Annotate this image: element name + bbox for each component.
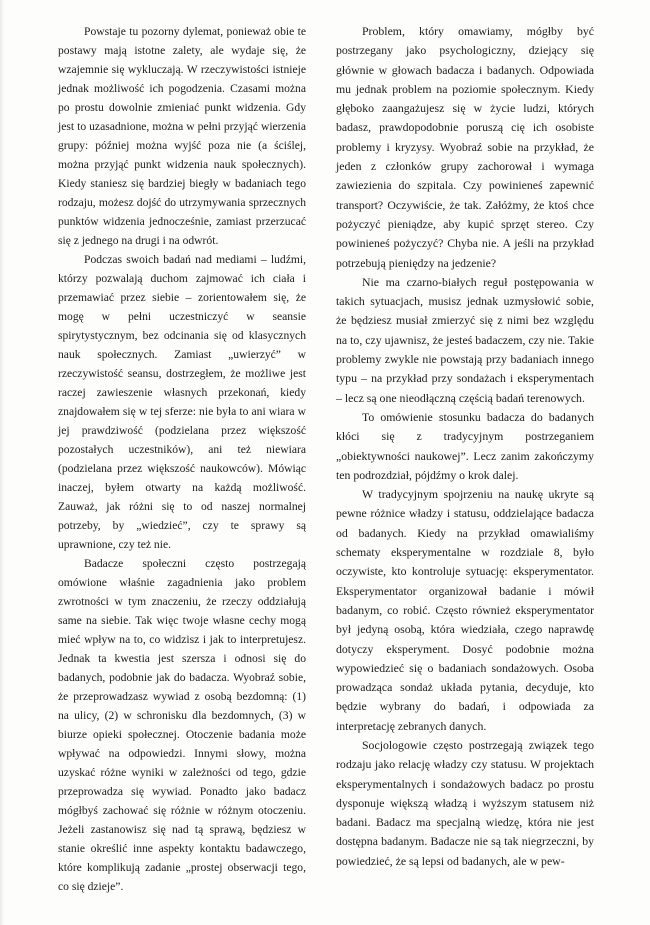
paragraph: Powstaje tu pozorny dylemat, ponieważ obie te postawy mają istotne zalety, ale wydaje się, że wzajemnie się wykluczają. W rzeczywistości istnieje jednak możliwość ich pogodzenia. Czasami można po prostu dowolnie zmieniać punkt widzenia. Gdy jest to uzasadnione, można w pełni przyjąć wierzenia grupy: później można wyjść poza nie (a ściślej, można przyjąć punkt widzenia nauk społecznych). Kiedy staniesz się bardziej biegły w badaniach tego rodzaju, możesz dojść do utrzymywania sprzecznych punktów widzenia jednocześnie, zamiast przerzucać się z jednego na drugi i na odwrót. <box>58 25 306 247</box>
left-column <box>58 22 306 896</box>
paragraph: W tradycyjnym spojrzeniu na naukę ukryte są pewne różnice władzy i statusu, oddzielające badacza od badanych. Kiedy na przykład omawialiśmy schematy eksperymentalne w rozdziale 8, było oczywiste, kto kontroluje sytuację: eksperymentator. Eksperymentator organizował badanie i mówił badanym, co robić. Często również eksperymentator był jedyną osobą, która wiedziała, czego naprawdę dotyczy eksperyment. Dosyć podobnie można wypowiedzieć się o badaniach sondażowych. Osoba prowadząca sondaż układa pytania, decyduje, kto będzie wybrany do badań, i odpowiada za interpretację zebranych danych. <box>336 487 594 733</box>
scan-edge-shadow <box>0 0 4 925</box>
paragraph: Podczas swoich badań nad mediami – ludźmi, którzy pozwalają duchom zajmować ich ciała i przemawiać przez siebie – zorientowałem się, że mogę w pełni uczestniczyć w seansie spirytystycznym, bez odcinania się od klasycznych nauk społecznych. Zamiast „uwierzyć” w rzeczywistość seansu, dostrzegłem, że możliwe jest raczej zawieszenie własnych przekonań, kiedy znajdowałem się w tej sferze: nie była to ani wiara w jej prawdziwość (podzielana przez większość pozostałych uczestników), ani też niewiara (podzielana przez większość naukowców). Mówiąc inaczej, byłem otwarty na każdą możliwość. Zauważ, jak różni się to od naszej normalnej potrzeby, by „wiedzieć”, czy te sprawy są uprawnione, czy też nie. <box>58 253 306 551</box>
paragraph: Problem, który omawiamy, mógłby być postrzegany jako psychologiczny, dziejący się głównie w głowach badacza i badanych. Odpowiada mu jednak problem na poziomie społecznym. Kiedy głęboko zaangażujesz się w życie ludzi, których badasz, prawdopodobnie poruszą cię ich osobiste problemy i kryzysy. Wyobraź sobie na przykład, że jeden z członków grupy zachorował i wymaga zawiezienia do szpitala. Czy powinieneś zapewnić transport? Oczywiście, że tak. Załóżmy, że ktoś chce pożyczyć pieniądze, aby kupić sprzęt stereo. Czy powinieneś pożyczyć? Chyba nie. A jeśli na przykład potrzebują pieniędzy na jedzenie? <box>336 24 594 270</box>
right-column <box>336 22 594 871</box>
paragraph: Socjologowie często postrzegają związek tego rodzaju jako relację władzy czy statusu. W projektach eksperymentalnych i sondażowych badacz po prostu dysponuje większą władzą i wyższym statusem niż badani. Badacz ma specjalną wiedzę, która nie jest dostępna badanym. Badacze nie są tak niegrzeczni, by powiedzieć, że są lepsi od badanych, ale w pew- <box>336 737 594 868</box>
paragraph: To omówienie stosunku badacza do badanych kłóci się z tradycyjnym postrzeganiem „obiektywności naukowej”. Lecz zanim zakończymy ten podrozdział, pójdźmy o krok dalej. <box>336 409 594 482</box>
paragraph: Nie ma czarno-białych reguł postępowania w takich sytuacjach, musisz jednak uzmysłowić sobie, że będziesz musiał zmierzyć się z nimi bez względu na to, czy ujawnisz, że jesteś badaczem, czy nie. Takie problemy zwykle nie powstają przy badaniach innego typu – na przykład przy sondażach i eksperymentach – lecz są one nieodłączną częścią badań terenowych. <box>336 274 594 405</box>
paragraph: Badacze społeczni często postrzegają omówione właśnie zagadnienia jako problem zwrotności w tym znaczeniu, że rzeczy oddziałują same na siebie. Tak więc twoje własne cechy mogą mieć wpływ na to, co widzisz i jak to interpretujesz. Jednak ta kwestia jest szersza i odnosi się do badanych, podobnie jak do badacza. Wyobraź sobie, że przeprowadzasz wywiad z osobą bezdomną: (1) na ulicy, (2) w schronisku dla bezdomnych, (3) w biurze opieki społecznej. Otoczenie badania może wpływać na odpowiedzi. Innymi słowy, można uzyskać różne wyniki w zależności od tego, gdzie przeprowadza się wywiad. Ponadto jako badacz mógłbyś zachować się różnie w różnym otoczeniu. Jeżeli zastanowisz się nad tą sprawą, będziesz w stanie określić inne aspekty kontaktu badawczego, które komplikują zadanie „prostej obserwacji tego, co się dzieje”. <box>58 557 306 893</box>
